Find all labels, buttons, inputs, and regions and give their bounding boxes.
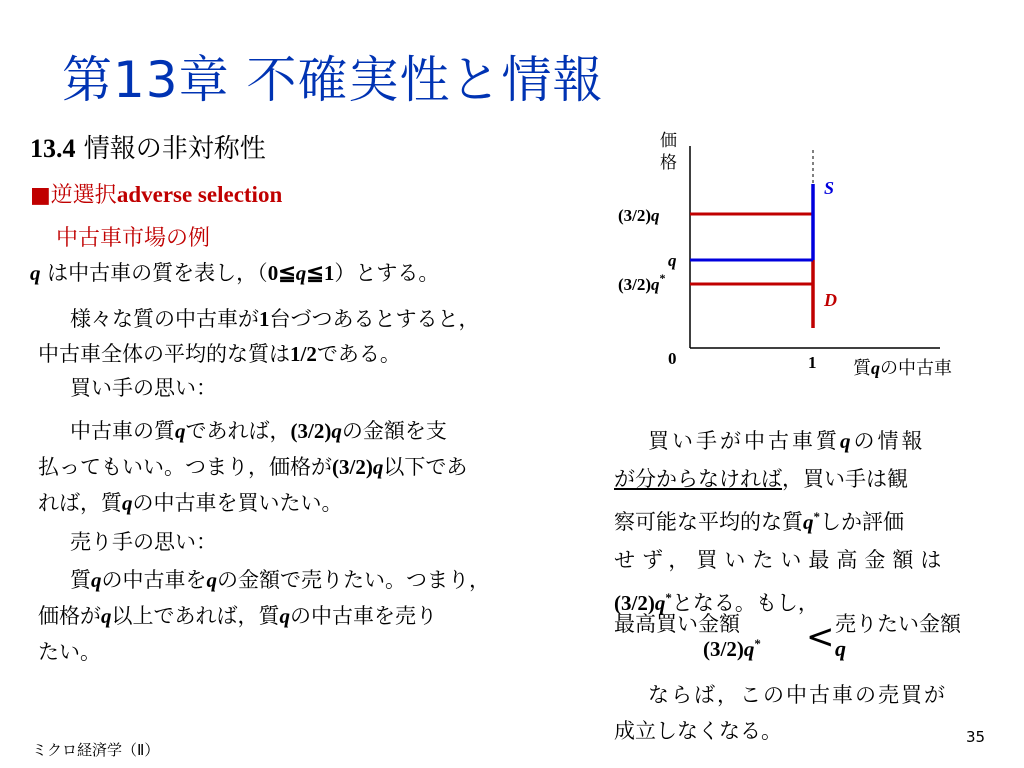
body-line-8: 売り手の思い：	[70, 530, 217, 554]
var-q: q	[654, 591, 666, 615]
y-label-three-halves-q: (3/2)q	[618, 206, 660, 225]
text: の金額を支	[341, 419, 447, 443]
body-line-4: 買い手の思い：	[70, 376, 217, 400]
text: 質	[70, 568, 91, 592]
text: の情報	[853, 429, 926, 453]
text: ≦1	[306, 261, 335, 285]
var-q: q	[331, 419, 342, 443]
text: 以下であ	[383, 455, 468, 479]
star: *	[665, 590, 672, 605]
subheading: 中古車市場の例	[56, 226, 211, 251]
text: (3/2)	[703, 637, 744, 661]
supply-label: S	[824, 178, 835, 198]
text: である。	[316, 342, 401, 366]
var-q: q	[30, 261, 41, 285]
text: 1	[259, 307, 270, 331]
body-line-10	[38, 598, 437, 635]
section-heading	[30, 128, 266, 165]
y-axis-label-1: 価	[660, 131, 677, 151]
body-line-9	[70, 562, 490, 599]
text: の中古車を売り	[290, 604, 437, 628]
body-line-5	[70, 413, 447, 450]
var-q: q	[91, 568, 102, 592]
body-line-7	[38, 485, 343, 522]
text: しか評価	[820, 510, 904, 534]
origin-label: 0	[668, 349, 677, 368]
text: (3/2)	[290, 419, 332, 443]
cmp-right-value: q	[835, 636, 846, 661]
y-label-three-halves-q-star: (3/2)q*	[618, 271, 666, 294]
var-q: q	[175, 419, 186, 443]
text: 0≦	[267, 261, 296, 285]
right-p2-line-1: ならば，この中古車の売買が	[648, 683, 947, 707]
text: 中古車の質	[70, 419, 175, 443]
text: (3/2)	[614, 591, 655, 615]
underlined-text: が分からなければ	[614, 467, 782, 491]
text: 中古車全体の平均的な質は	[38, 342, 290, 366]
body-line-11: たい。	[38, 640, 101, 664]
text: 1/2	[290, 342, 317, 366]
bullet-jp: 逆選択	[50, 183, 117, 208]
star: *	[754, 636, 761, 651]
x-tick-one: 1	[808, 353, 817, 372]
right-line-3	[614, 498, 998, 541]
text: であれば，	[185, 419, 291, 443]
section-number: 13.4	[30, 134, 76, 163]
right-paragraph-2	[614, 677, 998, 749]
body-line-6	[38, 449, 467, 486]
text: (3/2)	[332, 455, 373, 479]
less-than-sign: <	[806, 617, 835, 657]
text: 買い手が中古車質	[648, 429, 840, 453]
var-q: q	[101, 604, 112, 628]
y-label-q: q	[668, 251, 677, 270]
var-q: q	[206, 568, 217, 592]
right-p2-line-2: 成立しなくなる。	[614, 719, 782, 743]
right-paragraph-1	[614, 422, 998, 622]
right-line-2	[614, 460, 998, 498]
var-q: q	[743, 637, 755, 661]
text: は中古車の質を表し，（	[40, 261, 268, 285]
text: の中古車を	[101, 568, 207, 592]
body-line-2	[70, 301, 480, 338]
text: 台づつあるとすると，	[269, 307, 480, 331]
text: 察可能な平均的な質	[614, 510, 803, 534]
text: となる。もし，	[671, 591, 819, 615]
text: れば，質	[38, 491, 122, 515]
text: 様々な質の中古車が	[70, 307, 259, 331]
text: 以上であれば，質	[111, 604, 280, 628]
text: 価格が	[38, 604, 101, 628]
text: の金額で売りたい。つまり，	[217, 568, 490, 592]
page-number: 35	[966, 728, 986, 746]
body-line-3	[38, 336, 401, 373]
right-line-4: せず，買いたい最高金額は	[614, 548, 949, 572]
text: 払ってもいい。つまり，価格が	[38, 455, 332, 479]
footer-course-name: ミクロ経済学（Ⅱ）	[32, 741, 160, 759]
body-line-1	[30, 255, 439, 292]
var-q: q	[279, 604, 290, 628]
text: ）とする。	[334, 261, 440, 285]
var-q: q	[295, 261, 307, 285]
cmp-left-label: 最高買い金額	[614, 612, 740, 636]
demand-label: D	[824, 290, 837, 310]
cmp-left-value	[703, 636, 761, 662]
var-q: q	[122, 491, 133, 515]
star: *	[813, 509, 820, 524]
text: ，買い手は観	[782, 467, 908, 491]
bullet-square-icon: ■	[30, 183, 51, 208]
y-axis-label-2: 格	[660, 153, 677, 173]
right-line-1	[614, 422, 998, 460]
supply-demand-diagram	[610, 128, 1010, 388]
var-q: q	[372, 455, 384, 479]
bullet-en: adverse selection	[116, 182, 283, 207]
var-q: q	[803, 510, 814, 534]
var-q: q	[840, 429, 854, 453]
section-title: 情報の非対称性	[75, 134, 266, 164]
slide-title: 第13章 不確実性と情報	[62, 51, 604, 109]
bullet-adverse-selection	[30, 178, 282, 209]
x-axis-label: 質qの中古車	[853, 358, 952, 379]
cmp-right-label: 売りたい金額	[835, 612, 961, 636]
text: の中古車を買いたい。	[132, 491, 343, 515]
